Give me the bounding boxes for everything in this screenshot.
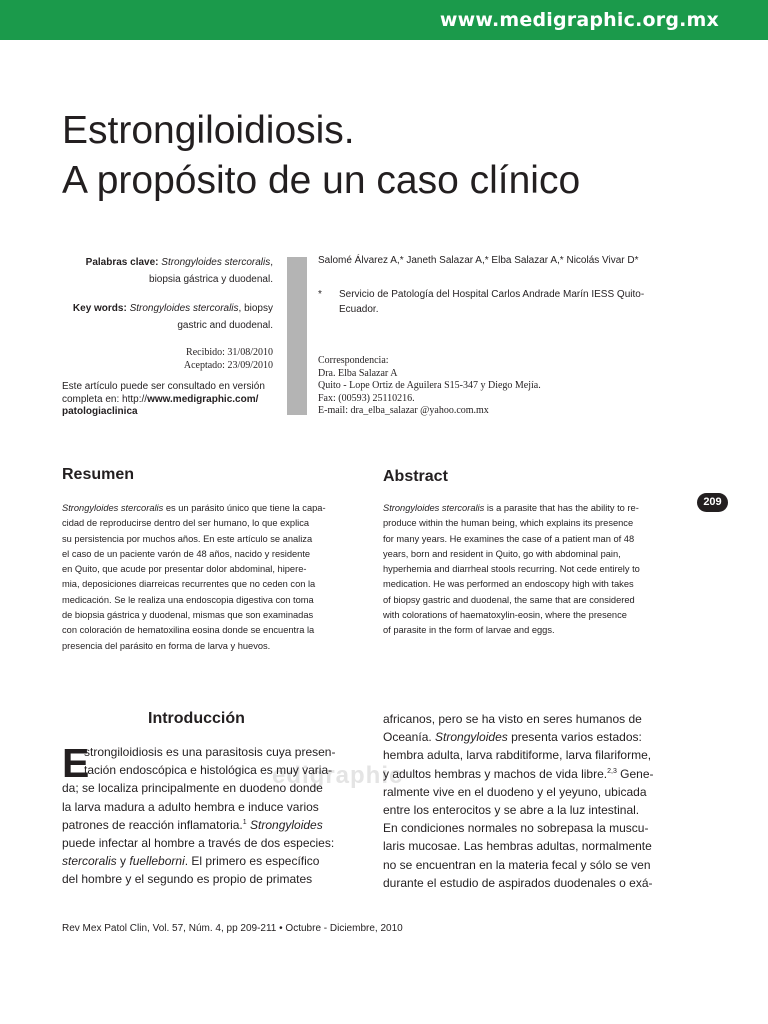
keywords-en-label: Key words: [72,303,127,314]
consult-line-1: Este artículo puede ser consultado en versión [62,381,265,392]
intro-text: Gene- [616,766,654,781]
intro-left-column [62,740,346,889]
abstract-line: of biopsy gastric and duodenal, the same that are considered [383,594,635,605]
intro-right-column [383,710,693,892]
resumen-heading: Resumen [62,466,135,483]
drop-cap: E [62,740,90,786]
intro-text: y adultos hembras y machos de vida libre. [383,766,608,781]
correspondence-heading: Correspondencia: [318,355,389,366]
article-dates [100,346,273,372]
abstract-line: of parasite in the form of larvae and eggs. [383,625,555,636]
intro-line: durante el estudio de aspirados duodenales o exá- [383,875,653,890]
intro-line: tación endoscópica e histológica es muy varia- [84,763,333,778]
intro-line: laris mucosae. Las hembras adultas, normalmente [383,839,652,854]
keywords-en [62,300,273,334]
resumen-species: Strongyloides stercoralis [62,503,164,513]
affiliation-line-2: Ecuador. [339,304,379,315]
resumen-line: mia, deposiciones diarreicas recurrentes que no ceden con la [62,579,316,590]
intro-line: del hombre y el segundo es propio de primates [62,872,313,887]
keywords-es-species: Strongyloides stercoralis [161,257,271,268]
consult-note [62,381,278,419]
abstract-line: hyperhemia and diarrheal stools recurring. Not cede entirely to [383,564,640,575]
journal-footer: Rev Mex Patol Clin, Vol. 57, Núm. 4, pp 209-211 • Octubre - Diciembre, 2010 [62,923,403,934]
intro-line: la larva madura a adulto hembra e induce varios [62,799,319,814]
consult-line-2: completa en: http:// [62,393,148,405]
abstract-first-line: is a parasite that has the ability to re- [484,503,639,513]
title-line-2: A propósito de un caso clínico [62,159,581,202]
article-title [62,106,580,206]
resumen-body [62,501,346,654]
intro-line: ralmente vive en el duodeno y el yeyuno, ubicada [383,784,647,799]
intro-species: Strongyloides [435,730,508,745]
keywords-es-tail: , [270,257,273,268]
resumen-line: medicación. Se le realiza una endoscopia digestiva con toma [62,594,314,605]
accepted-date: Aceptado: 23/09/2010 [183,360,273,371]
intro-line: hembra adulta, larva rabditiforme, larva filariforme, [383,748,652,763]
citation-1: 1 [242,818,247,826]
keywords-en-line2: gastric and duodenal. [177,320,273,331]
keywords-en-tail: , biopsy [238,303,273,314]
correspondence-block [318,355,541,418]
intro-line: africanos, pero se ha visto en seres humanos de [383,712,642,726]
intro-line: puede infectar al hombre a través de dos especies: [62,836,335,851]
citation-2-3: 2,3 [607,767,617,775]
abstract-line: produce within the human being, which explains its presence [383,518,634,529]
intro-species: fuelleborni [129,854,185,869]
site-url-link[interactable]: www.medigraphic.org.mx [439,9,719,31]
intro-line: patrones de reacción inflamatoria. [62,817,243,832]
title-line-1: Estrongiloidiosis. [62,109,355,152]
keywords-es-line2: biopsia gástrica y duodenal. [149,274,273,285]
abstract-line: with colorations of haematoxylin-eosin, where the presence [383,610,627,621]
resumen-line: su persistencia por muchos años. En este artículo se analiza [62,533,313,544]
intro-text: Oceanía. [383,730,436,745]
intro-text: y [116,854,130,869]
intro-line: En condiciones normales no sobrepasa la muscu- [383,821,649,836]
page-number-badge: 209 [697,493,728,512]
abstract-body [383,501,693,639]
intro-line: strongiloidiosis es una parasitosis cuya presen- [84,745,336,759]
intro-species: Strongyloides [246,817,323,832]
intro-species: stercoralis [62,854,117,869]
resumen-line: presencia del parásito en forma de larva y huevos. [62,640,271,651]
authors-line: Salomé Álvarez A,* Janeth Salazar A,* Elba Salazar A,* Nicolás Vivar D* [318,255,639,266]
abstract-line: medication. He was performed an endoscopy high with takes [383,579,634,590]
correspondence-fax: Fax: (00593) 25110216. [318,392,415,404]
consult-link-path[interactable]: patologiaclinica [62,406,138,417]
correspondence-email[interactable]: E-mail: dra_elba_salazar @yahoo.com.mx [318,405,489,416]
resumen-line: con coloración de hematoxilina eosina donde se encuentra la [62,625,315,636]
abstract-line: years, born and resident in Quito, go with abdominal pain, [383,548,621,559]
resumen-line: de biopsia gástrica y duodenal, mismas que son examinadas [62,610,314,621]
affiliation [318,287,668,317]
site-header-bar [0,0,768,40]
received-date: Recibido: 31/08/2010 [186,347,273,358]
affiliation-line-1: Servicio de Patología del Hospital Carlos Andrade Marín IESS Quito- [339,289,645,300]
abstract-line: for many years. He examines the case of a patient man of 48 [383,533,635,544]
intro-text: presenta varios estados: [507,730,642,745]
resumen-line: cidad de reproducirse dentro del ser humano, lo que explica [62,518,310,529]
keywords-es-label: Palabras clave: [85,257,159,268]
abstract-heading: Abstract [383,468,448,485]
correspondence-address: Quito - Lope Ortiz de Aguilera S15-347 y Diego Mejía. [318,380,541,391]
correspondence-name: Dra. Elba Salazar A [318,367,398,379]
resumen-first-line: es un parásito único que tiene la capa- [163,503,326,513]
intro-line: da; se localiza principalmente en duodeno donde [62,781,323,796]
keywords-es [62,254,273,288]
affiliation-marker: * [318,289,322,300]
resumen-line: el caso de un paciente varón de 48 años, nacido y residente [62,548,311,559]
intro-text: . El primero es específico [184,854,320,869]
abstract-species: Strongyloides stercoralis [383,503,485,513]
resumen-line: en Quito, que acude por presentar dolor abdominal, hipere- [62,564,307,575]
watermark-text: edigraphic [272,762,404,789]
gray-divider-bar [287,257,307,415]
intro-line: no se encuentran en la materia fecal y sólo se ven [383,857,651,872]
intro-heading: Introducción [148,710,245,727]
keywords-en-species: Strongyloides stercoralis [129,303,239,314]
intro-line: entre los enterocitos y se abre a la luz intestinal. [383,803,640,818]
consult-link[interactable]: www.medigraphic.com/ [147,393,259,405]
